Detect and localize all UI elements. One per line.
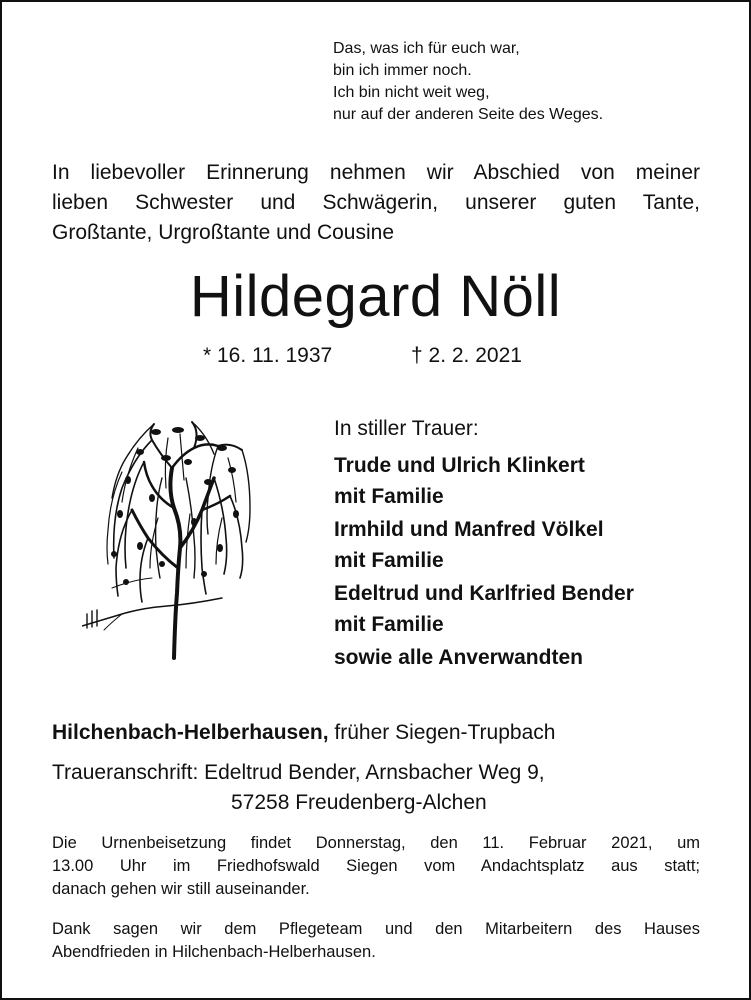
family-names: Edeltrud und Karlfried Bender — [334, 582, 634, 605]
burial-line: danach gehen wir still auseinander. — [52, 880, 310, 898]
poem-line: Das, was ich für euch war, — [333, 40, 520, 57]
thanks-paragraph — [52, 918, 700, 964]
deceased-name: Hildegard Nöll — [189, 264, 562, 329]
family-entry — [334, 450, 714, 512]
thanks-line: Abendfrieden in Hilchenbach-Helberhausen. — [52, 943, 376, 961]
thanks-line: Dank sagen wir dem Pflegeteam und den Mitarbeitern des Hauses — [52, 920, 700, 938]
intro-line: In liebevoller Erinnerung nehmen wir Abschied von meiner — [52, 161, 700, 184]
poem — [333, 38, 603, 126]
place-line — [52, 718, 555, 748]
family-suffix: mit Familie — [334, 549, 444, 572]
family-suffix: mit Familie — [334, 613, 444, 636]
burial-paragraph — [52, 832, 700, 901]
birth-date: * 16. 11. 1937 — [203, 344, 333, 367]
intro-text — [52, 158, 700, 248]
intro-line: Großtante, Urgroßtante und Cousine — [52, 221, 395, 244]
mourners-title: In stiller Trauer: — [334, 417, 479, 440]
death-date: † 2. 2. 2021 — [411, 344, 522, 367]
poem-line: nur auf der anderen Seite des Weges. — [333, 106, 604, 123]
family-suffix: mit Familie — [334, 485, 444, 508]
address-city: 57258 Freudenberg-Alchen — [231, 791, 487, 814]
family-entry — [334, 578, 714, 640]
mourners-closing: sowie alle Anverwandten — [334, 646, 583, 669]
address-label: Traueranschrift: — [52, 761, 199, 784]
address-street: Edeltrud Bender, Arnsbacher Weg 9, — [204, 761, 545, 784]
weeping-willow-illustration — [82, 418, 252, 663]
poem-line: bin ich immer noch. — [333, 62, 472, 79]
poem-line: Ich bin nicht weit weg, — [333, 84, 490, 101]
family-names: Irmhild und Manfred Völkel — [334, 518, 604, 541]
current-place: Hilchenbach-Helberhausen, — [52, 721, 329, 744]
family-entry — [334, 514, 714, 576]
burial-line: 13.00 Uhr im Friedhofswald Siegen vom Andachtsplatz aus statt; — [52, 857, 700, 875]
address-line — [52, 758, 545, 788]
burial-line: Die Urnenbeisetzung findet Donnerstag, den 11. Februar 2021, um — [52, 834, 700, 852]
former-place: früher Siegen-Trupbach — [334, 721, 556, 744]
intro-line: lieben Schwester und Schwägerin, unserer guten Tante, — [52, 191, 700, 214]
mourners-block — [334, 414, 714, 673]
family-names: Trude und Ulrich Klinkert — [334, 454, 585, 477]
